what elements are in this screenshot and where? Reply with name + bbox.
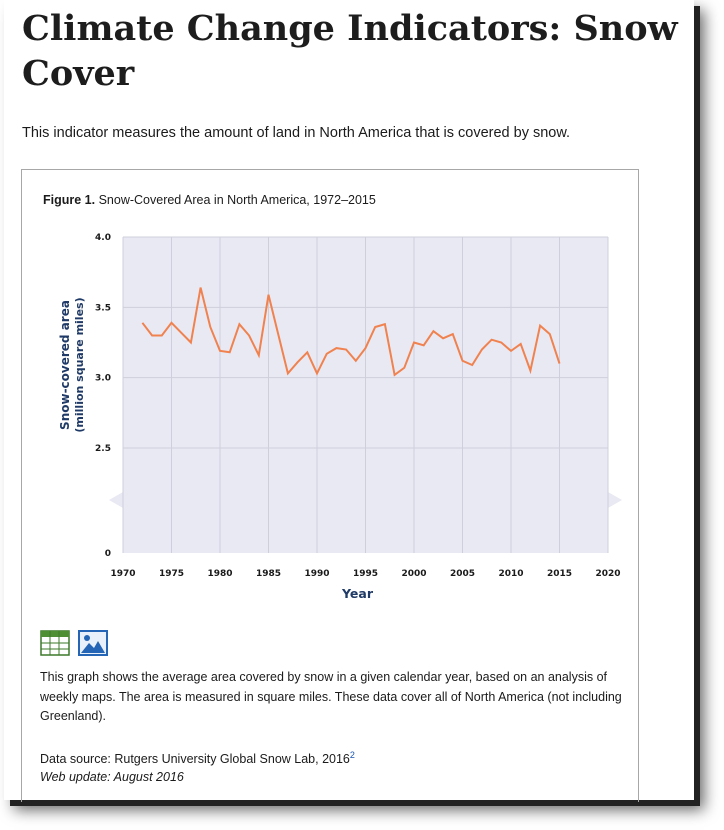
data-table-icon[interactable] <box>40 630 70 656</box>
y-tick-label: 2.5 <box>95 444 111 454</box>
x-tick-label: 1990 <box>304 569 330 579</box>
y-tick-label: 4.0 <box>95 233 111 243</box>
intro-text: This indicator measures the amount of land in North America that is covered by snow. <box>22 125 571 141</box>
figure-caption-label: Figure 1. <box>43 193 96 207</box>
figure-description: This graph shows the average area covered by snow in a given calendar year, based on an analysis of weekly maps. The area is measured in square miles. These data cover all of North America (not including Greenland). <box>40 670 622 723</box>
web-update: Web update: August 2016 <box>40 770 184 784</box>
x-tick-label: 1995 <box>352 569 379 579</box>
image-icon[interactable] <box>78 630 108 656</box>
data-source <box>40 750 355 766</box>
y-tick-label: 3.0 <box>95 373 111 384</box>
snow-cover-line-chart <box>22 170 638 610</box>
y-tick-label: 0 <box>104 549 111 559</box>
x-axis-title: Year <box>342 586 373 601</box>
data-source-text: Data source: Rutgers University Global Snow Lab, 2016 <box>40 752 350 767</box>
y-axis-title-line2: (million square miles) <box>73 297 86 433</box>
x-tick-label: 2010 <box>498 569 524 579</box>
x-tick-label: 2020 <box>595 569 621 579</box>
x-tick-label: 1970 <box>110 569 136 579</box>
y-tick-label: 3.5 <box>95 303 111 314</box>
footnote-link[interactable]: 2 <box>349 750 355 760</box>
x-tick-label: 1975 <box>158 569 185 579</box>
x-tick-label: 2005 <box>449 569 476 579</box>
figure-panel <box>21 169 639 802</box>
y-axis-title-line1: Snow-covered area <box>58 300 72 430</box>
x-tick-label: 2015 <box>546 569 573 579</box>
x-tick-label: 2000 <box>401 569 427 579</box>
figure-caption-text: Snow-Covered Area in North America, 1972–2015 <box>98 193 376 207</box>
x-tick-label: 1980 <box>207 569 233 579</box>
page-title: Climate Change Indicators: Snow Cover <box>22 8 678 94</box>
x-tick-label: 1985 <box>255 569 282 579</box>
figure-icon-row <box>40 630 112 658</box>
page <box>4 0 694 800</box>
